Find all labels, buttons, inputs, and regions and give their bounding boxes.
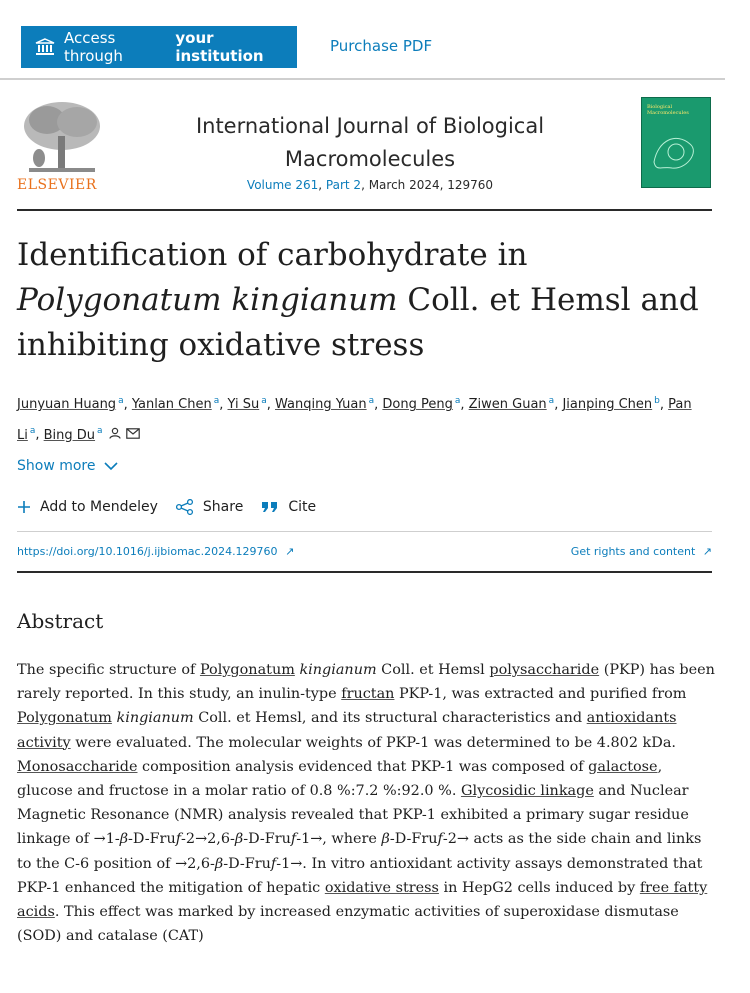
author-name[interactable]: Yanlan Chen — [131, 397, 212, 413]
volume-link[interactable]: Volume 261 — [246, 178, 319, 192]
abstract-link[interactable]: Polygonatum — [17, 710, 112, 727]
rights-text: Get rights and content — [570, 545, 696, 558]
abstract-segment: . This effect was marked by increased enzymatic activities of superoxidase dismutase (SOD) and catalase (CAT) — [17, 904, 679, 945]
abstract-link[interactable]: oxidative stress — [324, 879, 439, 896]
abstract-link[interactable]: Glycosidic linkage — [460, 783, 594, 800]
doi-link[interactable] — [17, 545, 294, 558]
abstract-segment: and Nuclear Magnetic Resonance (NMR) analysis revealed that PKP-1 exhibited a primary sugar residue linkage of →1- — [17, 783, 689, 848]
abstract-link[interactable]: Monosaccharide — [17, 758, 138, 775]
journal-volume: Volume 261, Part 2, March 2024, 129760 — [246, 178, 494, 192]
get-rights-link[interactable] — [571, 545, 712, 558]
author-name[interactable]: Jianping Chen — [562, 397, 653, 413]
author-name[interactable]: Ziwen Guan — [468, 397, 547, 413]
abstract-segment: -D-Fru — [243, 831, 291, 848]
abstract-segment: -2→ acts as the side chain and links to the C-6 position of →2,6- — [17, 831, 702, 872]
author-name[interactable]: Wanqing Yuan — [275, 397, 367, 413]
abstract-italic: β — [119, 831, 129, 848]
journal-title[interactable]: International Journal of Biological Macromolecules — [195, 114, 545, 171]
author-name[interactable]: Bing Du — [43, 427, 96, 443]
author-entry — [132, 397, 219, 412]
abstract-italic: β — [381, 831, 390, 848]
author-entry — [469, 397, 555, 412]
doi-text: https://doi.org/10.1016/j.ijbiomac.2024.129760 — [17, 545, 278, 558]
abstract-italic: kingianum — [116, 710, 194, 727]
cover-title: Biological Macromolecules — [647, 104, 689, 116]
abstract-segment: , glucose and fructose in a molar ratio of 0.8 %:7.2 %:92.0 %. — [17, 758, 663, 800]
access-institution-button[interactable] — [21, 26, 297, 68]
external-link-icon: ↗ — [285, 545, 295, 558]
divider — [17, 571, 712, 573]
part-link[interactable]: Part 2 — [325, 178, 362, 192]
title-part1: Identification of carbohydrate in — [17, 237, 528, 273]
abstract-segment: -D-Fru — [223, 855, 271, 872]
affiliation-marker[interactable]: a — [213, 396, 220, 406]
abstract-link[interactable]: fructan — [341, 686, 395, 703]
affiliation-marker[interactable]: b — [654, 396, 660, 406]
abstract-segment: -D-Fru — [389, 831, 438, 848]
abstract-link[interactable]: Polygonatum — [199, 662, 295, 678]
abstract-text — [17, 658, 717, 988]
author-entry — [228, 397, 267, 412]
chevron-down-icon — [104, 461, 118, 471]
affiliation-marker[interactable]: a — [454, 396, 461, 406]
article-title — [17, 233, 717, 368]
abstract-link[interactable]: polysaccharide — [489, 662, 600, 678]
affiliation-marker[interactable]: a — [261, 396, 267, 406]
institution-icon — [35, 38, 55, 56]
abstract-segment: -1→, where — [296, 831, 382, 848]
abstract-italic: β — [214, 855, 224, 872]
author-name[interactable]: Dong Peng — [382, 397, 453, 413]
cite-button[interactable] — [261, 499, 316, 515]
title-italic: Polygonatum kingianum — [17, 282, 398, 318]
journal-cover[interactable] — [641, 97, 711, 188]
abstract-italic: f — [290, 831, 297, 848]
affiliation-marker[interactable]: a — [118, 396, 124, 406]
share-label: Share — [202, 499, 244, 515]
abstract-segment: PKP-1, was extracted and purified from — [394, 686, 687, 703]
abstract-italic: f — [437, 831, 443, 848]
author-name[interactable]: Pan Li — [17, 397, 692, 443]
divider — [0, 78, 725, 80]
author-name[interactable]: Junyuan Huang — [17, 397, 117, 413]
affiliation-marker[interactable]: a — [368, 396, 375, 406]
author-entry — [17, 397, 124, 412]
person-icon[interactable] — [109, 428, 121, 443]
email-icon[interactable] — [126, 428, 140, 443]
purchase-pdf-link[interactable]: Purchase PDF — [330, 37, 433, 55]
abstract-segment: Coll. et Hemsl — [376, 662, 490, 678]
plus-icon — [17, 500, 31, 514]
date-id: , March 2024, 129760 — [361, 178, 494, 192]
quote-icon — [261, 501, 279, 513]
abstract-segment: The specific structure of — [17, 662, 200, 678]
external-link-icon: ↗ — [702, 545, 712, 558]
abstract-italic: kingianum — [299, 662, 377, 678]
abstract-link[interactable]: antioxidants activity — [17, 710, 677, 751]
access-prefix: Access through — [64, 29, 123, 65]
add-mendeley-label: Add to Mendeley — [40, 499, 158, 515]
top-bar — [0, 0, 750, 80]
affiliation-marker[interactable]: a — [97, 426, 103, 437]
access-bold: your institution — [175, 29, 264, 65]
abstract-italic: f — [270, 855, 277, 872]
abstract-segment: were evaluated. The molecular weights of PKP-1 was determined to be 4.802 kDa. — [70, 734, 676, 751]
abstract-heading: Abstract — [17, 609, 104, 633]
show-more-link[interactable] — [17, 458, 118, 474]
divider — [17, 531, 712, 532]
abstract-segment: -1→. In vitro antioxidant activity assays demonstrated that PKP-1 enhanced the mitigation of hepatic — [17, 855, 703, 896]
abstract-segment: Coll. et Hemsl, and its structural characteristics and — [193, 710, 587, 727]
share-button[interactable] — [176, 499, 243, 515]
abstract-segment: (PKP) has been rarely reported. In this study, an inulin-type — [17, 662, 715, 703]
abstract-italic: β — [234, 831, 244, 848]
cite-label: Cite — [288, 499, 317, 515]
affiliation-marker[interactable]: a — [29, 426, 36, 437]
abstract-link[interactable]: galactose — [588, 758, 658, 775]
abstract-link[interactable]: free fatty acids — [17, 879, 708, 921]
affiliation-marker[interactable]: a — [548, 396, 555, 406]
divider — [17, 209, 712, 211]
abstract-italic: f — [175, 831, 182, 848]
author-name[interactable]: Yi Su — [227, 397, 260, 413]
show-more-label: Show more — [17, 458, 96, 474]
author-list: Junyuan Huang $^a$, Yanlan Chen $^a$, Yi Su $^a$, Wanqing Yuan $^a$, Dong Peng $^a$, Ziwen Guan $^a$, Jianping Chen $^b$, Pan Li $^a$, Bing Du $^a$ — [17, 396, 692, 443]
add-to-mendeley-button[interactable] — [17, 499, 158, 515]
publisher-name: ELSEVIER — [17, 177, 97, 193]
author-entry — [382, 397, 460, 412]
article-actions — [17, 499, 334, 515]
abstract-segment: -2→2,6- — [181, 831, 235, 848]
abstract-segment: in HepG2 cells induced by — [438, 879, 640, 896]
abstract-segment: composition analysis evidenced that PKP-1 was composed of — [137, 758, 589, 775]
abstract-segment: -D-Fru — [128, 831, 176, 848]
author-entry — [562, 397, 659, 412]
author-entry — [44, 428, 103, 443]
share-icon — [176, 499, 194, 515]
author-entry — [275, 397, 374, 412]
title-part2: Coll. et Hemsl and inhibiting oxidative stress — [17, 282, 699, 363]
